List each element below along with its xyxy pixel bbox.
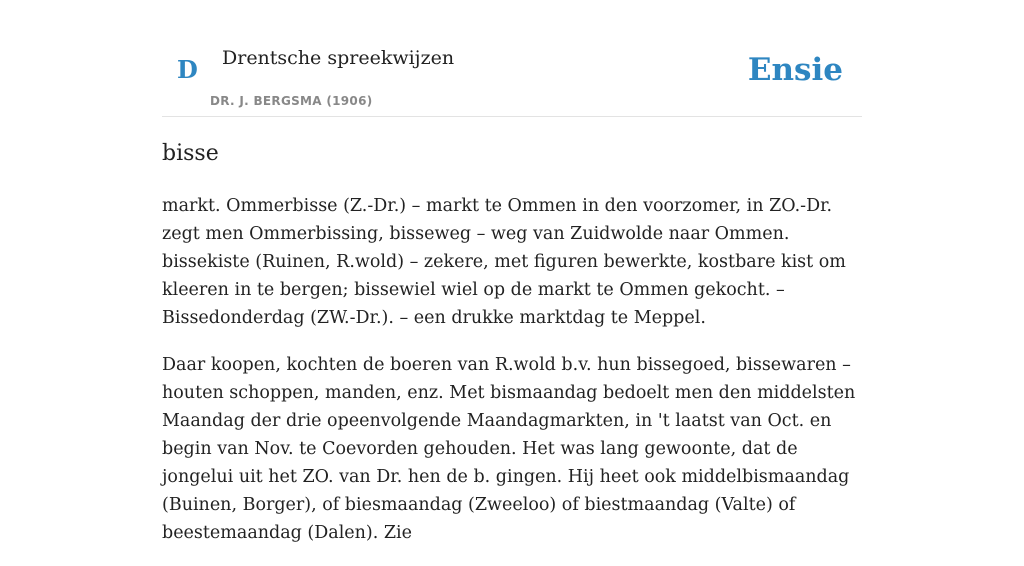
- entry-content: [162, 192, 862, 566]
- entry-title: bisse: [162, 141, 219, 166]
- header: [162, 0, 862, 117]
- book-title: Drentsche spreekwijzen: [222, 47, 455, 69]
- book-logo: D: [177, 55, 198, 84]
- entry-paragraph: Daar koopen, kochten de boeren van R.wold b.v. hun bissegoed, bissewaren – houten schoppen, manden, enz. Met bismaandag bedoelt men den middelsten Maandag der drie opeenvolgende Maandagmarkten, in 't laatst van Oct. en begin van Nov. te Coevorden gehouden. Het was lang gewoonte, dat de jongelui uit het ZO. van Dr. hen de b. gingen. Hij heet ook middelbismaandag (Buinen, Borger), of biesmaandag (Zweeloo) of biestmaandag (Valte) of beestemaandag (Dalen). Zie: [162, 355, 856, 543]
- ensie-logo-link[interactable]: Ensie: [747, 52, 843, 88]
- entry-paragraph: markt. Ommerbisse (Z.-Dr.) – markt te Ommen in den voorzomer, in ZO.-Dr. zegt men Ommerbissing, bisseweg – weg van Zuidwolde naar Ommen. bissekiste (Ruinen, R.wold) – zekere, met figuren bewerkte, kostbare kist om kleeren in te bergen; bissewiel wiel op de markt te Ommen gekocht. – Bissedonderdag (ZW.-Dr.). – een drukke marktdag te Meppel.: [162, 196, 846, 328]
- book-author: DR. J. BERGSMA (1906): [210, 94, 373, 108]
